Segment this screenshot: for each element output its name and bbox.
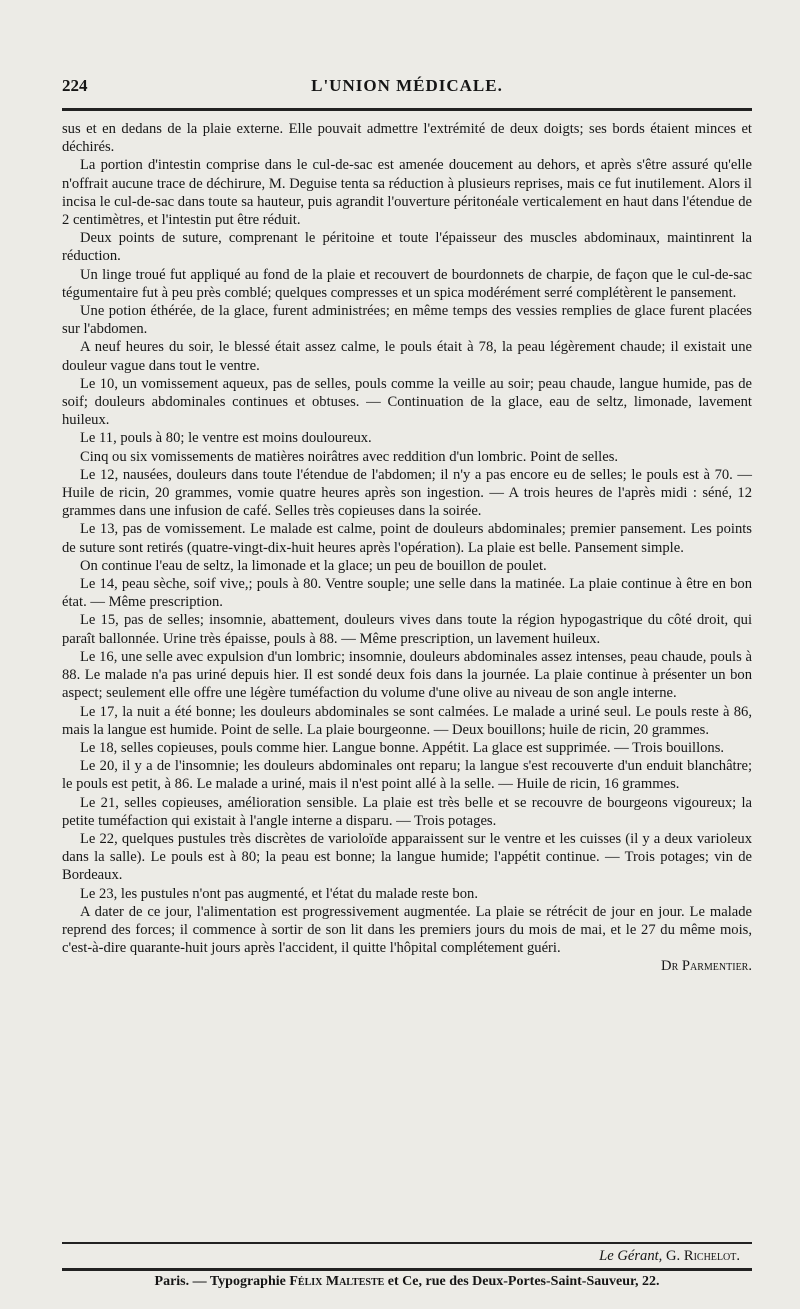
paragraph: Une potion éthérée, de la glace, furent administrées; en même temps des vessies remplies de glace furent placées sur l'abdomen.	[62, 303, 752, 338]
imprint-address: et Ce, rue des Deux-Portes-Saint-Sauveur, 22.	[384, 1274, 660, 1289]
paragraph: Cinq ou six vomissements de matières noirâtres avec reddition d'un lombric. Point de selles.	[80, 448, 619, 465]
gerant-line	[599, 1248, 740, 1265]
paragraph: Le 21, selles copieuses, amélioration sensible. La plaie est très belle et se recouvre de bourgeons vigoureux; la petite tuméfaction qui existait à l'angle interne a disparu. — Trois potages.	[62, 794, 752, 829]
paragraph: Le 11, pouls à 80; le ventre est moins douloureux.	[80, 430, 372, 447]
paragraph: Le 16, une selle avec expulsion d'un lombric; insomnie, douleurs abdominales assez intenses, peau chaude, pouls à 88. Le malade n'a pas uriné depuis hier. Il est sondé deux fois dans la journée. La plaie continue à présenter un bon aspect; seulement elle offre une légère tuméfaction du volume d'une olive au niveau de son angle interne.	[62, 648, 752, 702]
paragraph: Le 15, pas de selles; insomnie, abattement, douleurs vives dans toute la région hypogastrique du côté droit, qui paraît ballonnée. Urine très épaisse, pouls à 88. — Même prescription, un lavement huileux.	[62, 612, 752, 647]
imprint-printer-name: Félix Malteste	[289, 1274, 385, 1289]
paragraph: Le 10, un vomissement aqueux, pas de selles, pouls comme la veille au soir; peau chaude, langue humide, pas de soif; douleurs abdominales continues et obtuses. — Continuation de la glace, eau de seltz, limonade, lavement huileux.	[62, 375, 752, 429]
running-title: L'UNION MÉDICALE.	[311, 76, 503, 95]
page-number: 224	[62, 76, 88, 95]
paragraph: A neuf heures du soir, le blessé était assez calme, le pouls était à 78, la peau légèrement chaude; il existait une douleur vague dans tout le ventre.	[62, 339, 752, 374]
gerant-label: Le Gérant,	[599, 1248, 663, 1264]
paragraph: Le 22, quelques pustules très discrètes de varioloïde apparaissent sur le ventre et les cuisses (il y a deux varioleux dans la salle). Le pouls est à 80; la peau est bonne; la langue humide; l'appétit continue. — Trois potages; vin de Bordeaux.	[62, 830, 752, 884]
paragraph: Le 23, les pustules n'ont pas augmenté, et l'état du malade reste bon.	[80, 885, 478, 902]
paragraph: On continue l'eau de seltz, la limonade et la glace; un peu de bouillon de poulet.	[80, 557, 547, 574]
page-header	[62, 74, 752, 104]
paragraph: Le 20, il y a de l'insomnie; les douleurs abdominales ont reparu; la langue s'est recouverte d'un enduit blanchâtre; le pouls est petit, à 86. Le malade a uriné, mais il n'est point allé à la selle. — Huile de ricin, 16 grammes.	[62, 758, 752, 793]
paragraph: Le 18, selles copieuses, pouls comme hier. Langue bonne. Appétit. La glace est supprimée. — Trois bouillons.	[80, 739, 725, 756]
imprint-rule	[62, 1268, 752, 1271]
imprint-prefix: Paris. — Typographie	[154, 1274, 290, 1289]
paragraph: La portion d'intestin comprise dans le cul-de-sac est amenée doucement au dehors, et après s'être assuré qu'elle n'offrait aucune trace de déchirure, M. Deguise tenta sa réduction à plusieurs reprises, mais ce fut inutilement. Alors il incisa le cul-de-sac dans toute sa hauteur, puis agrandit l'ouverture péritonéale verticalement en haut dans l'étendue de 2 centimètres, et l'intestin put être réduit.	[62, 157, 752, 229]
paragraph: Le 12, nausées, douleurs dans toute l'étendue de l'abdomen; il n'y a pas encore eu de selles; le pouls est à 70. — Huile de ricin, 20 grammes, vomie quatre heures après son ingestion. — A trois heures de l'après midi : séné, 12 grammes dans une infusion de café. Selles très copieuses dans la soirée.	[62, 466, 752, 520]
paragraph: A dater de ce jour, l'alimentation est progressivement augmentée. La plaie se rétrécit de jour en jour. Le malade reprend des forces; il commence à sortir de son lit dans les premiers jours du mois de mai, et le 27 du même mois, c'est-à-dire quarante-huit jours après l'accident, il quitte l'hôpital complétement guéri.	[62, 903, 752, 957]
paragraph: Le 13, pas de vomissement. Le malade est calme, point de douleurs abdominales; premier pansement. Les points de suture sont retirés (quatre-vingt-dix-huit heures après l'opération). La plaie est belle. Pansement simple.	[62, 521, 752, 556]
paragraph: Deux points de suture, comprenant le péritoine et toute l'épaisseur des muscles abdominaux, maintinrent la réduction.	[62, 230, 752, 265]
footer-rule	[62, 1242, 752, 1244]
gerant-name: G. Richelot.	[666, 1248, 740, 1264]
article-body	[62, 120, 752, 976]
paragraph: Le 17, la nuit a été bonne; les douleurs abdominales se sont calmées. Le malade a uriné seul. Le pouls reste à 86, mais la langue est humide. Point de selle. La plaie bourgeonne. — Deux bouillons; huile de ricin, 20 grammes.	[62, 703, 752, 738]
header-rule	[62, 108, 752, 111]
author-signature: Dr Parmentier.	[661, 958, 752, 975]
paragraph: sus et en dedans de la plaie externe. Elle pouvait admettre l'extrémité de deux doigts; ses bords étaient minces et déchirés.	[62, 121, 752, 156]
printer-imprint	[62, 1274, 752, 1290]
paragraph: Un linge troué fut appliqué au fond de la plaie et recouvert de bourdonnets de charpie, de façon que le cul-de-sac tégumentaire fut à peu près comblé; quelques compresses et un spica modérément serré complétèrent le pansement.	[62, 266, 752, 301]
paragraph: Le 14, peau sèche, soif vive,; pouls à 80. Ventre souple; une selle dans la matinée. La plaie continue à être en bon état. — Même prescription.	[62, 576, 752, 611]
